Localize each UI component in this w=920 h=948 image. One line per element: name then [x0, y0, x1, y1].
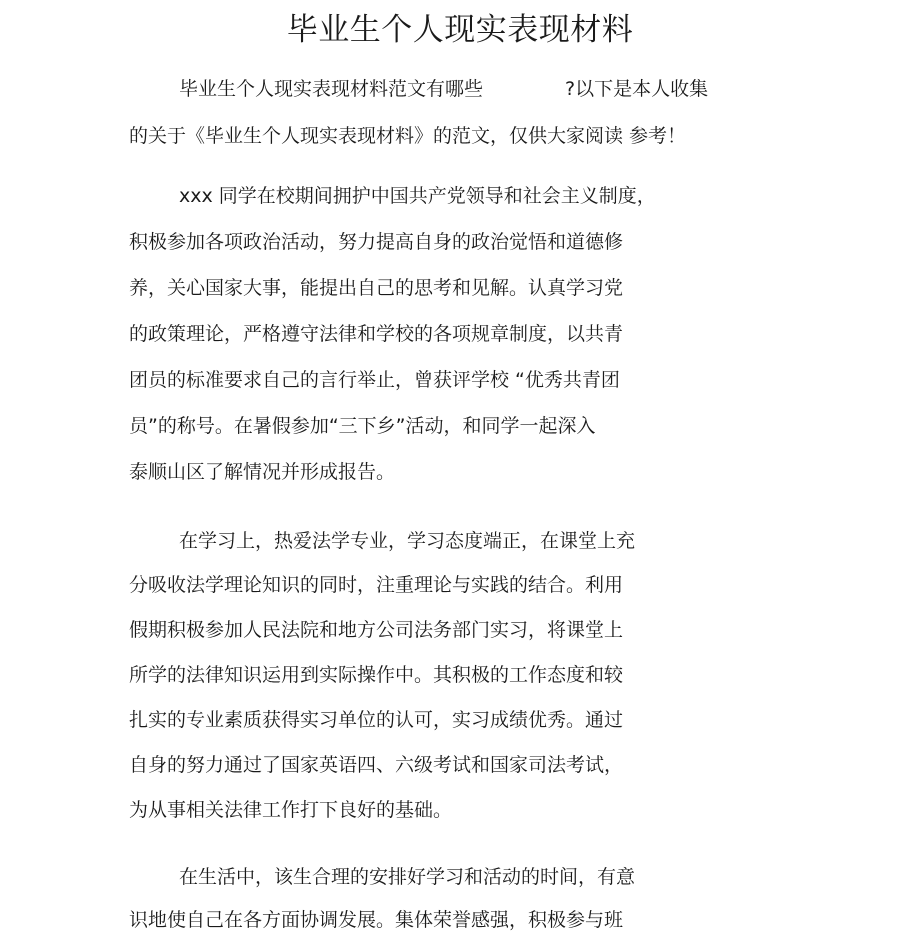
page-title: 毕业生个人现实表现材料 [286, 12, 634, 48]
paragraph-1-line: 泰顺山区了解情况并形成报告。 [129, 461, 396, 483]
intro-line-1-part-a: 毕业生个人现实表现材料范文有哪些 [179, 78, 484, 100]
paragraph-1-line: 的政策理论，严格遵守法律和学校的各项规章制度，以共青 [129, 323, 624, 345]
paragraph-3-line: 识地使自己在各方面协调发展。集体荣誉感强，积极参与班 [129, 909, 624, 931]
intro-line-1-part-b: ?以下是本人收集 [565, 78, 709, 100]
paragraph-2-line: 自身的努力通过了国家英语四、六级考试和国家司法考试， [129, 754, 624, 776]
paragraph-2-line: 假期积极参加人民法院和地方公司法务部门实习，将课堂上 [129, 619, 624, 641]
paragraph-2-line: 所学的法律知识运用到实际操作中。其积极的工作态度和较 [129, 664, 624, 686]
paragraph-2-line: 扎实的专业素质获得实习单位的认可，实习成绩优秀。通过 [129, 709, 624, 731]
paragraph-1-line: xxx 同学在校期间拥护中国共产党领导和社会主义制度， [179, 185, 656, 207]
intro-line-1 [179, 75, 708, 103]
paragraph-1-line: 养，关心国家大事，能提出自己的思考和见解。认真学习党 [129, 277, 624, 299]
paragraph-1-line: 员”的称号。在暑假参加“三下乡”活动，和同学一起深入 [129, 415, 596, 437]
paragraph-2-line: 为从事相关法律工作打下良好的基础。 [129, 799, 453, 821]
paragraph-2-line: 在学习上，热爱法学专业，学习态度端正，在课堂上充 [179, 530, 636, 552]
intro-line-2: 的关于《毕业生个人现实表现材料》的范文，仅供大家阅读 参考！ [129, 125, 687, 147]
paragraph-1-line: 团员的标准要求自己的言行举止，曾获评学校 “优秀共青团 [129, 369, 620, 391]
paragraph-3-line: 在生活中，该生合理的安排好学习和活动的时间，有意 [179, 866, 636, 888]
paragraph-1-line: 积极参加各项政治活动，努力提高自身的政治觉悟和道德修 [129, 231, 624, 253]
paragraph-2-line: 分吸收法学理论知识的同时，注重理论与实践的结合。利用 [129, 574, 624, 596]
